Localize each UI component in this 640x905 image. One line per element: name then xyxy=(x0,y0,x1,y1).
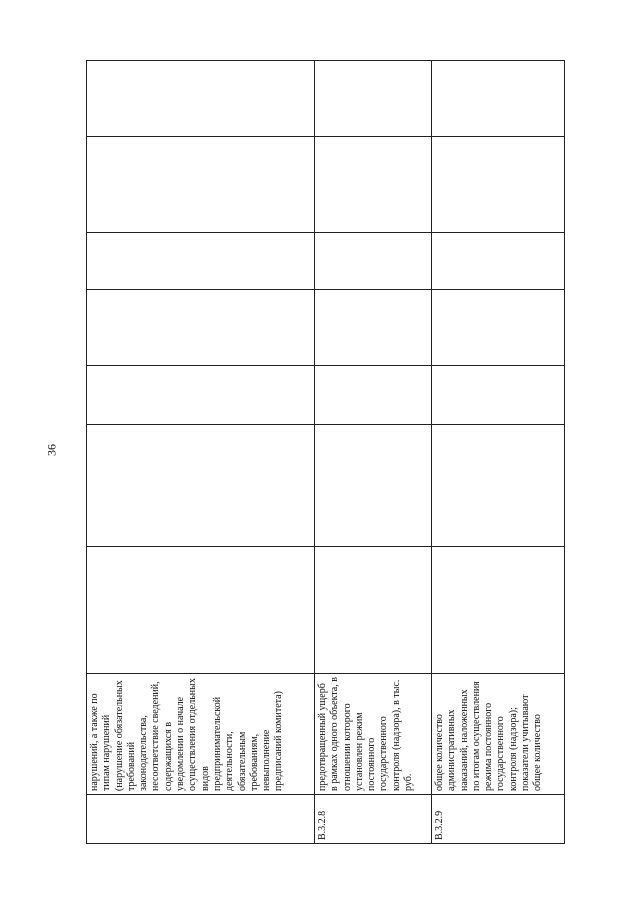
empty-cell xyxy=(432,137,565,233)
empty-cell xyxy=(87,547,315,674)
table-row xyxy=(87,61,315,844)
empty-cell xyxy=(315,137,432,233)
empty-cell xyxy=(87,366,315,425)
empty-cell xyxy=(432,290,565,366)
empty-cell xyxy=(87,137,315,233)
rotated-table-wrapper xyxy=(86,61,566,844)
row-code-cell xyxy=(87,795,315,844)
empty-cell xyxy=(432,233,565,290)
page-number: 36 xyxy=(44,444,59,456)
row-description-cell: общее количество административных наказаний, наложенных по итогам осуществления режима постоянного государственного контроля (надзора); показатели учитывают общее количество xyxy=(432,674,565,795)
row-description-cell: предотвращенный ущерб в рамках одного объекта, в отношении которого установлен режим постоянного государственного контроля (надзора), в тыс. руб. xyxy=(315,674,432,795)
empty-cell xyxy=(432,425,565,547)
empty-cell xyxy=(432,366,565,425)
empty-cell xyxy=(87,233,315,290)
table-row xyxy=(432,61,565,844)
empty-cell xyxy=(432,547,565,674)
empty-cell xyxy=(315,425,432,547)
empty-cell xyxy=(315,366,432,425)
empty-cell xyxy=(315,290,432,366)
row-description-cell: нарушений, а также по типам нарушений (нарушение обязательных требований законодательства, несоответствие сведений, содержащихся в уведомлении о начале осуществления отдельных видов предпринимательской деятельности, обязательным требованиям, невыполнение предписаний комитета) xyxy=(87,674,315,795)
empty-cell xyxy=(315,233,432,290)
table-row xyxy=(315,61,432,844)
empty-cell xyxy=(315,547,432,674)
row-code-cell: В.3.2.8 xyxy=(315,795,432,844)
row-code-cell: В.3.2.9 xyxy=(432,795,565,844)
empty-cell xyxy=(432,61,565,137)
empty-cell xyxy=(315,61,432,137)
indicators-table xyxy=(86,60,565,844)
empty-cell xyxy=(87,61,315,137)
empty-cell xyxy=(87,290,315,366)
empty-cell xyxy=(87,425,315,547)
